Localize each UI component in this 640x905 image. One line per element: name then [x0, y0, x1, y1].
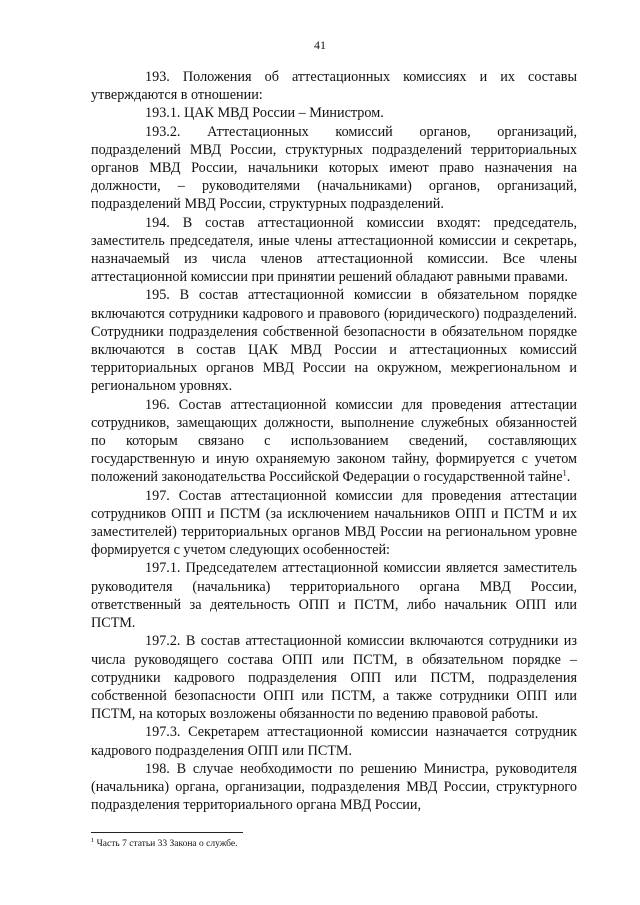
paragraph-193-1: 193.1. ЦАК МВД России – Министром.	[145, 105, 384, 122]
document-body	[91, 68, 577, 814]
footnote-divider	[91, 832, 243, 833]
paragraph-196-end: .	[566, 469, 571, 486]
footnote-marker: 1	[91, 836, 95, 844]
paragraph-195: 195. В состав аттестационной комиссии в обязательном порядке включаются сотрудники кадрового и правового (юридического) подразделений. Сотрудники подразделения собственной безопасности в обязательном порядке включаются в состав ЦАК МВД России и аттестационных комиссий территориальных органов МВД России на окружном, межрегиональном и региональном уровнях.	[91, 287, 577, 395]
paragraph-194: 194. В состав аттестационной комиссии входят: председатель, заместитель председателя, иные члены аттестационной комиссии и секретарь, назначаемый из числа членов аттестационной комиссии. Все члены аттестационной комиссии при принятии решений обладают равными правами.	[91, 214, 577, 286]
paragraph-197: 197. Состав аттестационной комиссии для проведения аттестации сотрудников ОПП и ПСТМ (за исключением начальников ОПП и ПСТМ и их заместителей) территориальных органов МВД России на региональном уровне формируется с учетом следующих особенностей:	[91, 487, 577, 559]
footnote	[91, 838, 577, 850]
footnote-reference: 1	[562, 467, 567, 478]
paragraph-197-1: 197.1. Председателем аттестационной комиссии является заместитель руководителя (начальника) территориального органа МВД России, ответственный за деятельность ОПП и ПСТМ, либо начальник ОПП или ПСТМ.	[91, 560, 577, 632]
paragraph-193: 193. Положения об аттестационных комиссиях и их составы утверждаются в отношении:	[91, 69, 577, 104]
paragraph-197-3: 197.3. Секретарем аттестационной комиссии назначается сотрудник кадрового подразделения ОПП или ПСТМ.	[91, 724, 577, 759]
footnote-text: Часть 7 статьи 33 Закона о службе.	[94, 839, 238, 849]
paragraph-196-text: 196. Состав аттестационной комиссии для проведения аттестации сотрудников, замещающих должности, выполнение служебных обязанностей по которым связано с использованием сведений, составляющих государственную и иную охраняемую законом тайну, формируется с учетом положений законодательства Российской Федерации о государственной тайне	[91, 396, 577, 486]
page-number: 41	[314, 38, 326, 52]
paragraph-197-2: 197.2. В состав аттестационной комиссии включаются сотрудники из числа руководящего состава ОПП или ПСТМ, в обязательном порядке – сотрудники кадрового подразделения ОПП или ПСТМ, подразделения собственной безопасности ОПП или ПСТМ, а также сотрудники ОПП или ПСТМ, на которых возложены обязанности по ведению правовой работы.	[91, 633, 577, 723]
paragraph-198: 198. В случае необходимости по решению Министра, руководителя (начальника) органа, организации, подразделения МВД России, структурного подразделения территориального органа МВД России,	[91, 760, 577, 814]
paragraph-196	[91, 396, 577, 487]
paragraph-193-2: 193.2. Аттестационных комиссий органов, организаций, подразделений МВД России, структурных подразделений территориальных органов МВД России, начальники которых имеют право назначения на должности, – руководителями (начальниками) органов, организаций, подразделений МВД России, структурных подразделений.	[91, 123, 577, 213]
